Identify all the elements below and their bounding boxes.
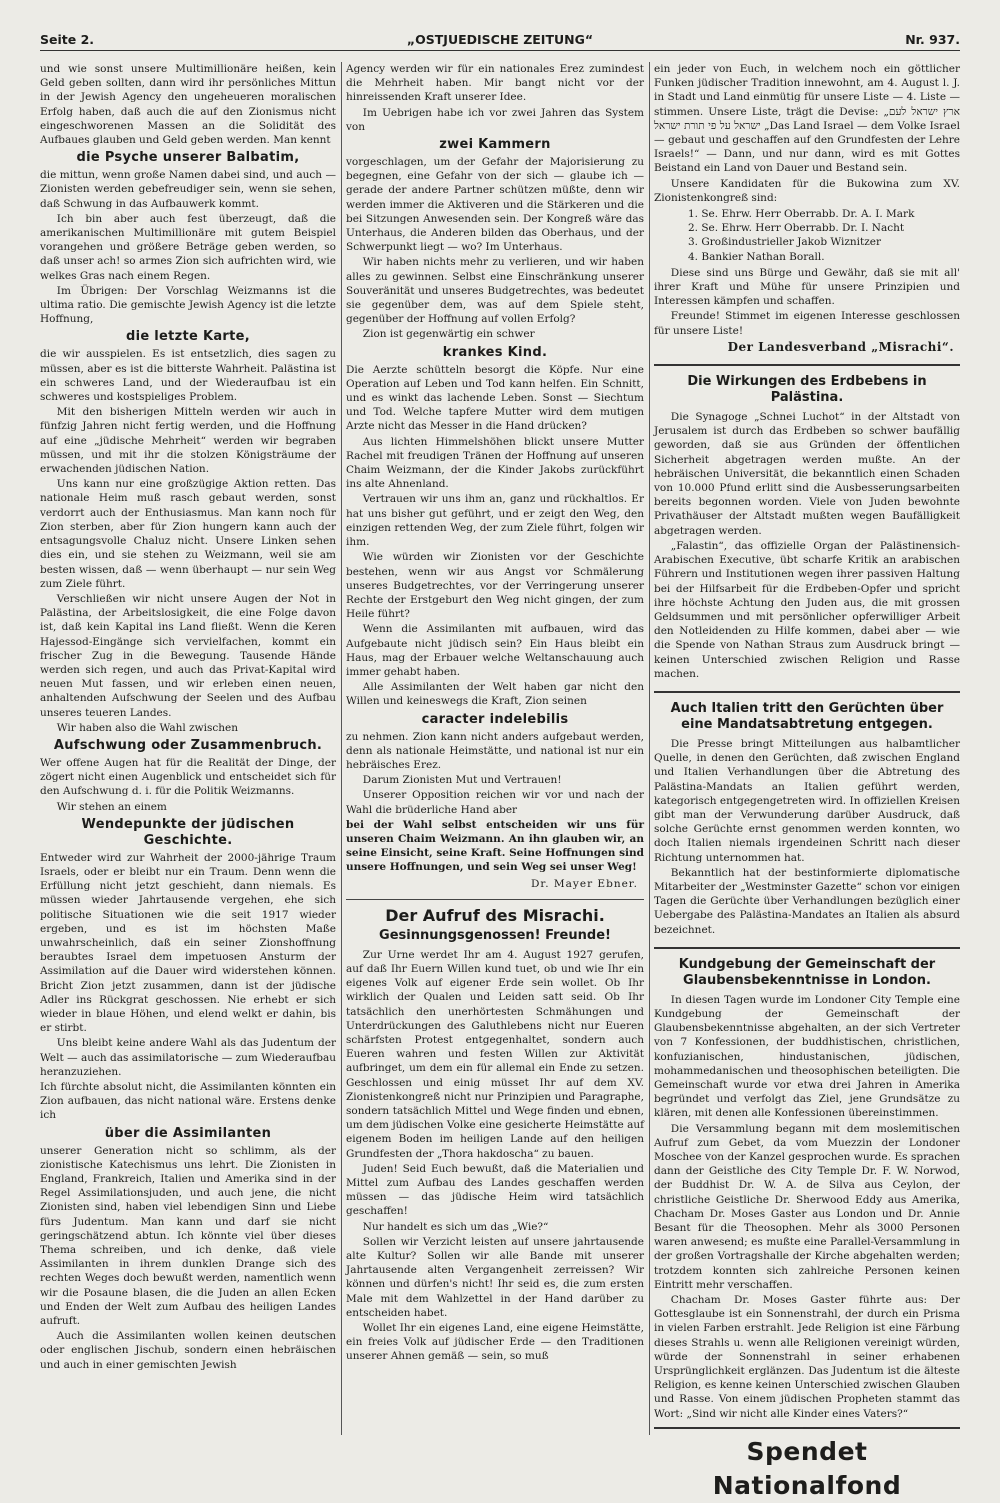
column-rule <box>649 62 650 1435</box>
paragraph: „Falastin“, das offizielle Organ der Palästinensich-Arabischen Executive, übt scharfe Kritik an arabischen Führern und Institutionen wegen ihrer passiven Haltung bei der Hilfsarbeit für die Erdbeben-Opfer und spricht ihre höchste Achtung den Juden aus, die mit grossen Geldsummen und mit persönlicher opferwilliger Arbeit den Notleidenden zu Hilfe kommen, dabei aber — wie die Spende von Nathan Straus zum Ausdruck bringt — keinen Unterschied zwischen Religion und Rasse machen. <box>654 539 960 680</box>
paragraph: Alle Assimilanten der Welt haben gar nicht den Willen und keineswegs die Kraft, Zion seinen <box>346 681 644 708</box>
newspaper-title: „OSTJUEDISCHE ZEITUNG“ <box>406 32 594 47</box>
subheading: Wendepunkte der jüdischen Geschichte. <box>81 816 295 848</box>
paragraph: Zur Urne werdet Ihr am 4. August 1927 gerufen, auf daß Ihr Euern Willen kund tuet, ob und wie Ihr ein eigenes Volk auf eigener Erde sein wollet. Ob Ihr wirklich der Qualen und Leiden satt seid. Ob Ihr tatsächlich den unerhörtesten Schmähungen und Unterdrückungen des Galuthlebens nicht nur Eueren schärfsten Protest entgegenhaltet, sondern auch Eueren wahren und festen Willen zur Aktivität aufbringet, um dem ein für allemal ein Ende zu setzen. Geschlossen und einig müsset Ihr auf dem XV. Zionistenkongreß nicht nur Prinzipien und Paragraphe, sondern tatsächlich Mittel und Wege finden und ebnen, um dem jüdischen Volke eine gesicherte Heimstätte auf eigenem Boden im heiligen Lande auf den heiligen Grundfesten der „Thora hakdoscha“ zu bauen. <box>346 948 644 1160</box>
page-number: Seite 2. <box>40 32 95 47</box>
paragraph: Freunde! Stimmet im eigenen Interesse geschlossen für unsere Liste! <box>654 310 960 337</box>
paragraph: Mit den bisherigen Mitteln werden wir auch in fünfzig Jahren nicht fertig werden, und die Hoffnung auf eine „jüdische Mehrheit“ werden wir begraben müssen, und mit ihr die stolzen Königsträume der erwachenden jüdischen Nation. <box>40 406 336 476</box>
paragraph: Vertrauen wir uns ihm an, ganz und rückhaltlos. Er hat uns bisher gut geführt, und er zeigt den Weg, den einzigen rettenden Weg, der zum Ziele führt, folgen wir ihm. <box>346 493 644 549</box>
paragraph: Juden! Seid Euch bewußt, daß die Materialien und Mittel zum Aufbau des Landes geschaffen werden müssen — das jüdische Heim wird tatsächlich geschaffen! <box>346 1162 644 1218</box>
subheading: krankes Kind. <box>442 344 548 360</box>
paragraph: Aus lichten Himmelshöhen blickt unsere Mutter Rachel mit freudigen Tränen der Hoffnung auf unseren Chaim Weizmann, der die Kinder Jakobs zurückführt ins alte Ahnenland. <box>346 435 644 491</box>
paragraph-bold: bei der Wahl selbst entscheiden wir uns für unseren Chaim Weizmann. An ihn glauben wir, an seine Einsicht, seine Kraft. Seine Hoffnungen sind unsere Hoffnungen, und sein Weg sei unser Weg! <box>346 818 644 874</box>
column-1 <box>40 62 336 1443</box>
paragraph: die mittun, wenn große Namen dabei sind, und auch — Zionisten werden gebefreudiger sein, wenn sie sehen, daß Schwung in das Aufbauwerk kommt. <box>40 169 336 210</box>
article-headline: Kundgebung der Gemeinschaft der Glaubensbekenntnisse in London. <box>678 956 936 988</box>
author-signature: Dr. Mayer Ebner. <box>530 877 638 890</box>
paragraph: Entweder wird zur Wahrheit der 2000-jährige Traum Israels, oder er bleibt nur ein Traum. Denn wenn die Erfüllung nicht jetzt geschieht, dann niemals. Es müssen wieder Jahrtausende vergehen, ehe sich politische Situationen wie die seit 1917 wieder ergeben, und es ist im höchsten Maße unwahrscheinlich, daß ein seiner Zionshoffnung beraubtes Israel dem impetuosen Ansturm der Assimilation auf die Dauer wird widerstehen können. Bricht Zion jetzt zusammen, dann ist der jüdische Adler ins Rückgrat geschossen. Nie erhebt er sich wieder in blaue Höhen, und elend welkt er dahin, bis er stirbt. <box>40 851 336 1035</box>
association-signature: Der Landesverband „Misrachi“. <box>727 339 954 354</box>
paragraph: Wer offene Augen hat für die Realität der Dinge, der zögert nicht einen Augenblick und entscheidet sich für den Aufschwung d. i. für die Politik Weizmanns. <box>40 756 336 798</box>
list-item: 2. Se. Ehrw. Herr Oberrabb. Dr. I. Nacht <box>688 222 905 235</box>
paragraph: Auch die Assimilanten wollen keinen deutschen oder englischen Jischub, sondern einen hebräischen und auch in einer gemischten Jewish <box>40 1330 336 1371</box>
section-divider <box>654 947 960 949</box>
list-item: 1. Se. Ehrw. Herr Oberrabb. Dr. A. I. Mark <box>688 208 915 221</box>
subheading: über die Assimilanten <box>104 1125 272 1141</box>
paragraph: und wie sonst unsere Multimillionäre heißen, kein Geld geben sollten, dann wird ihr persönliches Mittun in der Jewish Agency den ungeheueren moralischen Erfolg haben, daß auch die auf den Zionismus nicht eingeschworenen Massen an die Solidität des Aufbaues glauben und Geld geben werden. Man kennt <box>40 63 336 147</box>
paragraph: Agency werden wir für ein nationales Erez zumindest die Mehrheit haben. Mir bangt nicht vor der hinreissenden Kraft unserer Idee. <box>346 63 644 104</box>
article-headline: Die Wirkungen des Erdbebens in Palästina. <box>687 374 927 406</box>
paragraph: Wollet Ihr ein eigenes Land, eine eigene Heimstätte, ein freies Volk auf jüdischer Erde — den Traditionen unserer Ahnen gemäß — sein, so muß <box>346 1322 644 1363</box>
column-rule <box>341 62 342 1435</box>
paragraph: Wir stehen an einem <box>56 800 167 813</box>
subheading: Aufschwung oder Zusammenbruch. <box>53 737 323 753</box>
paragraph: Nur handelt es sich um das „Wie?“ <box>362 1220 549 1233</box>
section-divider <box>346 899 644 900</box>
paragraph: Wie würden wir Zionisten vor der Geschichte bestehen, wenn wir aus Angst vor Schmälerung unseres Budgetrechtes, vor der Verringerung unserer Rechte der Erstgeburt den Weg nicht gingen, der zum Heile führt? <box>346 551 644 621</box>
subheading: zwei Kammern <box>439 137 551 153</box>
paragraph: Uns bleibt keine andere Wahl als das Judentum der Welt — auch das assimilatorische — zum Wiederaufbau heranzuziehen. <box>40 1037 336 1078</box>
paragraph: Verschließen wir nicht unsere Augen der Not in Palästina, der Arbeitslosigkeit, die eine Folge davon ist, daß kein Kapital ins Land fließt. Wenn die Keren Hajessod-Eingänge sich vervielfachen, kommt ein frischer Zug in die Bewegung. Tausende Hände werden sich regen, und auch das Privat-Kapital wird neuen Mut fassen, und wir erleben einen neuen, anhaltenden Aufschwung der Seelen und des Aufbau unseres teueren Landes. <box>40 592 336 719</box>
paragraph: Chacham Dr. Moses Gaster führte aus: Der Gottesglaube ist ein Sonnenstrahl, der durch ein Prisma in vielen Farben erstrahlt. Jede Religion ist eine Färbung dieses Strahls u. wenn alle Religionen vereinigt würden, würde der Sonnenstrahl in seiner erhabenen Ursprünglichkeit erglänzen. Das Judentum ist die älteste Religion, es kenne keinen Unterschied zwischen Glauben und Rasse. Von einem jüdischen Propheten stammt das Wort: „Sind wir nicht alle Kinder eines Vaters?“ <box>654 1294 960 1420</box>
subheading: caracter indelebilis <box>421 711 569 727</box>
article-headline: Der Aufruf des Misrachi. <box>385 905 605 925</box>
subheading: die letzte Karte, <box>125 329 251 345</box>
page-header <box>40 28 960 51</box>
paragraph: Wenn die Assimilanten mit aufbauen, wird das Aufgebaute nicht jüdisch sein? Ein Haus bleibt ein Haus, mag der Erbauer welche Weltanschauung auch immer gehabt haben. <box>346 623 644 678</box>
list-item: 4. Bankier Nathan Borall. <box>688 250 825 263</box>
paragraph: die wir ausspielen. Es ist entsetzlich, dies sagen zu müssen, aber es ist die bitterste Wahrheit. Palästina ist ein schweres Land, und der Wiederaufbau ist ein schweres und kostspieliges Problem. <box>40 348 336 404</box>
paragraph: Zion ist gegenwärtig ein schwer <box>362 328 535 341</box>
article-subheadline: Gesinnungsgenossen! Freunde! <box>379 927 611 943</box>
paragraph: Ich bin aber auch fest überzeugt, daß die amerikanischen Multimillionäre mit gutem Beispiel vorangehen und größere Beträge geben werden, so daß unser ach! so armes Zion sich aufrichten wird, wie welkes Gras nach einem Regen. <box>40 212 336 282</box>
paragraph: Uns kann nur eine großzügige Aktion retten. Das nationale Heim muß rasch gebaut werden, sonst verdorrt auch der Enthusiasmus. Man kann noch für Zion sterben, aber für Zion hungern kann auch der entsagungsvolle Chaluz nicht. Unsere Linken sehen dies ein, und sie stehen zu Weizmann, weil sie am besten wissen, daß — wenn überhaupt — nur sein Weg zum Ziele führt. <box>40 478 336 590</box>
paragraph: Die Synagoge „Schnei Luchot“ in der Altstadt von Jerusalem ist durch das Erdbeben so schwer baufällig geworden, daß sie aus Gründen der öffentlichen Sicherheit abgetragen werden mußte. An der hebräischen Universität, die bekanntlich einen Schaden von 10.000 Pfund erlitt sind die Ausbesserungsarbeiten bereits begonnen worden. Viele von Juden bewohnte Privathäuser der Altstadt mußten wegen Baufälligkeit abgetragen werden. <box>654 411 960 537</box>
list-item: 3. Großindustrieller Jakob Wiznitzer <box>688 236 882 249</box>
paragraph: Wir haben nichts mehr zu verlieren, und wir haben alles zu gewinnen. Selbst eine Einschränkung unserer Souveränität und unseres Budgetrechtes, was bedeutet sie gegenüber dem, was auf dem Spiele steht, gegenüber der Hoffnung auf vollen Erfolg? <box>346 256 644 326</box>
paragraph: Bekanntlich hat der bestinformierte diplomatische Mitarbeiter der „Westminster Gazette“ schon vor einigen Tagen die Gerüchte über Verhandlungen bezüglich einer Uebergabe des Palästina-Mandates an Italien als absurd bezeichnet. <box>654 866 960 936</box>
paragraph: Die Aerzte schütteln besorgt die Köpfe. Nur eine Operation auf Leben und Tod kann helfen. Ein Schnitt, und es winkt das lachende Leben. Sonst — Siechtum und Tod. Welche tapfere Mutter wird dem mutigen Arzte nicht das Messer in die Hand drücken? <box>346 363 644 433</box>
paragraph: Im Uebrigen habe ich vor zwei Jahren das System von <box>346 106 644 133</box>
paragraph: Sollen wir Verzicht leisten auf unsere jahrtausende alte Kultur? Sollen wir alle Bande mit unserer Jahrtausende alten Vergangenheit zerreissen? Wir können und dürfen's nicht! Ihr seid es, die zum ersten Male mit dem Wahlzettel in der Hand darüber zu entscheiden habet. <box>346 1235 644 1319</box>
section-divider <box>654 691 960 693</box>
paragraph: Ich fürchte absolut nicht, die Assimilanten könnten ein Zion aufbauen, das nicht national wäre. Erstens denke ich <box>40 1081 336 1122</box>
issue-number: Nr. 937. <box>905 32 960 47</box>
candidate-list <box>688 207 960 264</box>
paragraph: In diesen Tagen wurde im Londoner City Temple eine Kundgebung der Gemeinschaft der Glaubensbekenntnisse abgehalten, an der sich Vertreter von 7 Konfessionen, der buddhistischen, christlichen, konfuzianischen, hindustanischen, jüdischen, mohammedanischen und theosophischen beteiligten. Die Gemeinschaft wurde vor etwa drei Jahren in Amerika begründet und verfolgt das Ziel, jene Grundsätze zu klären, mit denen alle Konfessionen übereinstimmen. <box>654 993 960 1120</box>
paragraph: Darum Zionisten Mut und Vertrauen! <box>362 774 562 787</box>
paragraph: Die Presse bringt Mitteilungen aus halbamtlicher Quelle, in denen den Gerüchten, daß zwischen England und Italien Verhandlungen über die Abtretung des Palästina-Mandats an Italien geführt werden, kategorisch entgegengetreten wird. In offiziellen Kreisen gibt man der Verwunderung darüber Ausdruck, daß solche Gerüchte ernst genommen werden konnten, wo doch Italien niemals irgendeinen Schritt nach dieser Richtung unternommen hat. <box>654 737 960 864</box>
section-divider <box>654 364 960 366</box>
paragraph: Die Versammlung begann mit dem moslemitischen Aufruf zum Gebet, da vom Muezzin der Londoner Moschee von der Kanzel gesprochen wurde. Es sprachen dann der Geistliche des City Temple Dr. F. W. Norwod, der Buddhist Dr. W. A. de Silva aus Ceylon, der christliche Geistliche Dr. Sherwood Eddy aus Amerika, Chacham Dr. Moses Gaster aus London und Dr. Annie Besant für die Theosophen. Mehr als 3000 Personen waren anwesend; es mußte eine Parallel-Versammlung in der großen Vortragshalle der Kirche abgehalten werden; trotzdem konnten sich zahlreiche Personen keinen Eintritt mehr verschaffen. <box>654 1122 960 1291</box>
paragraph: ein jeder von Euch, in welchem noch ein göttlicher Funken jüdischer Tradition innewohnt, am 4. August l. J. in Stadt und Land einmütig für unsere Liste — 4. Liste — stimmen. Unsere Liste, trägt die Devise: „ארץ ישראל לעם ישראל על פי תורת ישראל „Das Land Israel — dem Volke Israel — gebaut und geschaffen auf den Grundfesten der Lehre Israels!“ — Dann, und nur dann, wird es mit Gottes Beistand ein Land von Dauer und Bestand sein. <box>654 63 960 175</box>
paragraph: Unsere Kandidaten für die Bukowina zum XV. Zionistenkongreß sind: <box>654 177 960 204</box>
paragraph: unserer Generation nicht so schlimm, als der zionistische Katechismus uns lehrt. Die Zionisten in England, Frankreich, Italien und Amerika sind in der Regel Assimilationsjuden, und auch jene, die nicht Zionisten sind, haben viel lebendigen Sinn und Liebe fürs Judentum. Man kann und darf sie nicht geringschätzend abtun. Ich könnte viel über dieses Thema schreiben, und ich denke, daß viele Assimilanten in ihrem dunklen Drange sich des rechten Weges doch bewußt werden, namentlich wenn wir die Posaune blasen, die die Juden an allen Ecken und Enden der Welt zum Aufbau des heiligen Landes aufruft. <box>40 1144 336 1328</box>
paragraph: zu nehmen. Zion kann nicht anders aufgebaut werden, denn als nationale Heimstätte, und national ist nur ein hebräisches Erez. <box>346 730 644 771</box>
article-headline: Auch Italien tritt den Gerüchten über eine Mandatsabtretung entgegen. <box>670 700 944 732</box>
paragraph: Diese sind uns Bürge und Gewähr, daß sie mit all' ihrer Kraft und Mühe für unsere Prinzipien und Interessen kämpfen und schaffen. <box>654 266 960 308</box>
paragraph: vorgeschlagen, um der Gefahr der Majorisierung zu begegnen, eine Gefahr von der sich — glaube ich — gerade der andere Partner schützen müßte, denn wir werden immer die Aktiveren und die Stärkeren und die bei Sitzungen Anwesenden sein. Der Kongreß wäre das Unterhaus, die Anderen bilden das Oberhaus, und der Schwerpunkt liegt — wo? Im Unterhaus. <box>346 156 644 254</box>
paragraph: Im Übrigen: Der Vorschlag Weizmanns ist die ultima ratio. Die gemischte Jewish Agency ist die letzte Hoffnung, <box>40 284 336 326</box>
column-3 <box>654 62 960 1500</box>
subheading: die Psyche unserer Balbatim, <box>76 150 300 166</box>
paragraph: Wir haben also die Wahl zwischen <box>56 721 238 734</box>
column-2 <box>346 62 644 1443</box>
advertisement: Spendet Nationalfond <box>654 1427 960 1503</box>
paragraph: Unserer Opposition reichen wir vor und nach der Wahl die brüderliche Hand aber <box>346 789 644 816</box>
